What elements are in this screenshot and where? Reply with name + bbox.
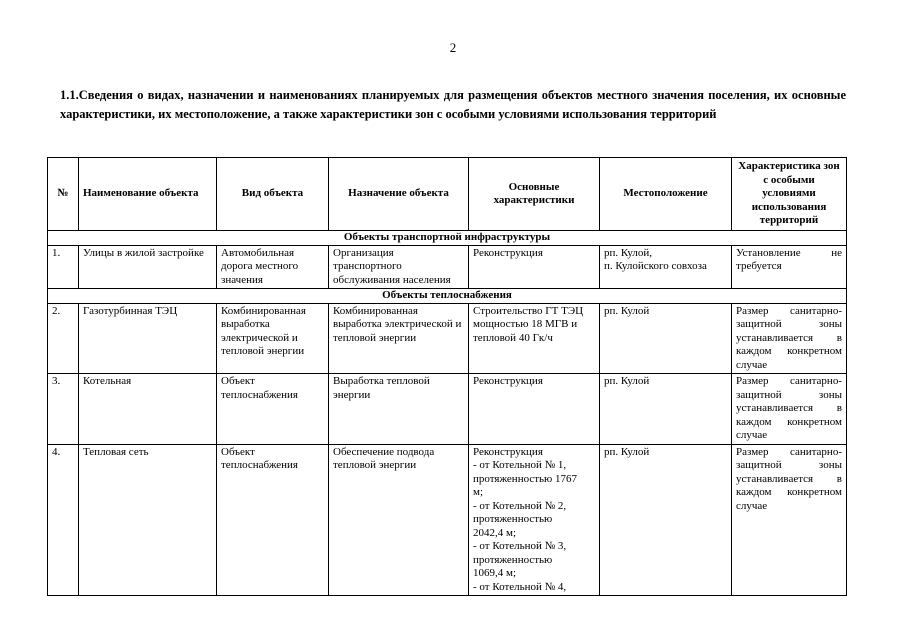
cell-characteristics: Реконструкция bbox=[469, 245, 600, 289]
cell-num: 3. bbox=[48, 374, 79, 445]
table-row bbox=[48, 444, 847, 596]
cell-purpose: Организация транспортного обслуживания населения bbox=[329, 245, 469, 289]
cell-kind: Комбинированная выработка электрической и тепловой энергии bbox=[217, 303, 329, 374]
cell-purpose: Комбинированная выработка электрической и тепловой энергии bbox=[329, 303, 469, 374]
header-kind: Вид объекта bbox=[217, 158, 329, 231]
header-purpose: Назначение объекта bbox=[329, 158, 469, 231]
cell-name: Тепловая сеть bbox=[79, 444, 217, 596]
header-characteristics: Основные характеристики bbox=[469, 158, 600, 231]
cell-name: Газотурбинная ТЭЦ bbox=[79, 303, 217, 374]
table-row bbox=[48, 374, 847, 445]
planned-objects-table bbox=[47, 157, 847, 596]
characteristics-line: 1069,4 м; bbox=[473, 567, 517, 579]
location-line: рп. Кулой, bbox=[604, 246, 653, 259]
section-title-heat: Объекты теплоснабжения bbox=[48, 289, 847, 304]
cell-characteristics: Строительство ГТ ТЭЦ мощностью 18 МГВ и тепловой 40 Гк/ч bbox=[469, 303, 600, 374]
cell-zones: Размер санитарно-защитной зоны устанавливается в каждом конкретном случае bbox=[732, 444, 847, 596]
cell-kind: Объект теплоснабжения bbox=[217, 444, 329, 596]
cell-characteristics: Реконструкция bbox=[469, 374, 600, 445]
cell-num: 2. bbox=[48, 303, 79, 374]
section-title-transport: Объекты транспортной инфраструктуры bbox=[48, 231, 847, 246]
characteristics-line: протяженностью bbox=[473, 553, 553, 566]
cell-location: рп. Кулой bbox=[600, 303, 732, 374]
section-heading: 1.1.Сведения о видах, назначении и наименованиях планируемых для размещения объектов местного значения поселения, их основные характеристики, их местоположение, а также характеристики зон с особыми условиями использования территорий bbox=[60, 88, 846, 121]
table-row bbox=[48, 245, 847, 289]
cell-location: рп. Кулой bbox=[600, 374, 732, 445]
characteristics-line: 2042,4 м; bbox=[473, 526, 517, 539]
section-row-transport bbox=[48, 231, 847, 246]
characteristics-line: - от Котельной № 4, bbox=[473, 580, 567, 593]
characteristics-line: - от Котельной № 3, bbox=[473, 540, 567, 552]
characteristics-line: м; bbox=[473, 486, 484, 498]
header-name: Наименование объекта bbox=[79, 158, 217, 231]
cell-purpose: Выработка тепловой энергии bbox=[329, 374, 469, 445]
page-number: 2 bbox=[449, 40, 457, 55]
cell-zones: Размер санитарно-защитной зоны устанавливается в каждом конкретном случае bbox=[732, 374, 847, 445]
characteristics-line: - от Котельной № 2, bbox=[473, 499, 567, 512]
location-line: п. Кулойского совхоза bbox=[604, 260, 707, 272]
cell-location bbox=[600, 245, 732, 289]
table-header-row bbox=[48, 158, 847, 231]
section-row-heat bbox=[48, 289, 847, 304]
characteristics-line: - от Котельной № 1, bbox=[473, 459, 567, 471]
cell-location: рп. Кулой bbox=[600, 444, 732, 596]
cell-num: 1. bbox=[48, 245, 79, 289]
zones-line: Установление не bbox=[736, 246, 842, 259]
header-location: Местоположение bbox=[600, 158, 732, 231]
characteristics-line: Реконструкция bbox=[473, 445, 543, 458]
header-num: № bbox=[48, 158, 79, 231]
cell-characteristics bbox=[469, 444, 600, 596]
header-zones: Характеристика зон с особыми условиями использования территорий bbox=[732, 158, 847, 231]
cell-purpose: Обеспечение подвода тепловой энергии bbox=[329, 444, 469, 596]
cell-num: 4. bbox=[48, 444, 79, 596]
cell-zones bbox=[732, 245, 847, 289]
characteristics-line: протяженностью 1767 bbox=[473, 472, 578, 485]
cell-name: Улицы в жилой застройке bbox=[79, 245, 217, 289]
cell-kind: Автомобильная дорога местного значения bbox=[217, 245, 329, 289]
zones-line: требуется bbox=[736, 260, 782, 272]
table-row bbox=[48, 303, 847, 374]
cell-zones: Размер санитарно-защитной зоны устанавливается в каждом конкретном случае bbox=[732, 303, 847, 374]
cell-kind: Объект теплоснабжения bbox=[217, 374, 329, 445]
characteristics-line: протяженностью bbox=[473, 513, 553, 525]
cell-name: Котельная bbox=[79, 374, 217, 445]
